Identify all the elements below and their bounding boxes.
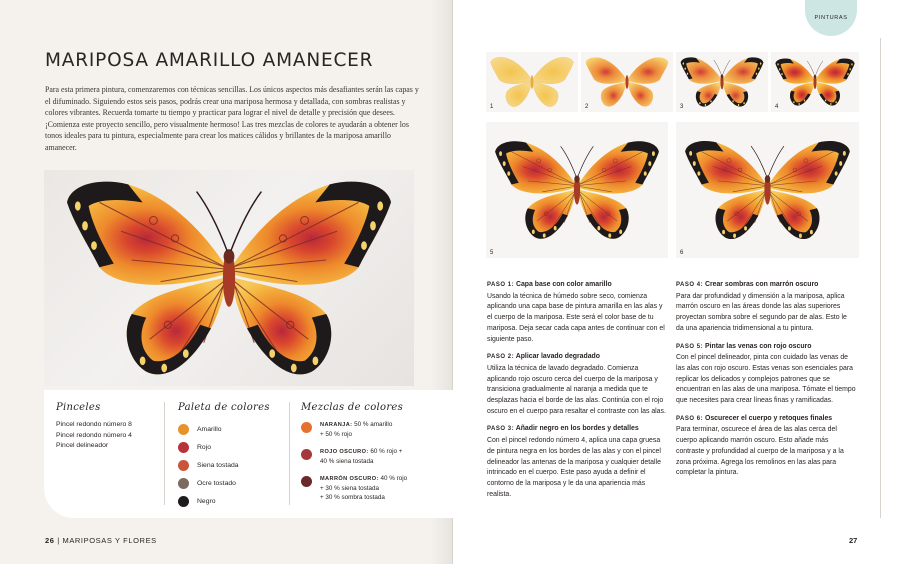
swatch-dot xyxy=(301,422,312,433)
step-label: PASO 1: xyxy=(487,282,515,288)
mix-name: NARANJA: xyxy=(320,422,353,428)
mix-name: MARRÓN OSCURO: xyxy=(320,475,379,482)
step-body: Para terminar, oscurece el área de las alas cerca del cuerpo aplicando marrón oscuro. Esto añade más contraste y profundidad al cuerpo de la mariposa y a la zona próxima. Agrega los remolinos en las alas para completar la pintura. xyxy=(676,426,844,477)
step-label: PASO 6: xyxy=(676,415,704,422)
palette-item xyxy=(178,474,288,492)
step-number: 4 xyxy=(775,104,779,110)
palette-column xyxy=(178,402,288,510)
step-label: PASO 5: xyxy=(676,343,704,350)
palette-label: Rojo xyxy=(197,443,211,451)
step-title: Oscurecer el cuerpo y retoques finales xyxy=(704,414,833,422)
mix-name: ROJO OSCURO: xyxy=(320,448,369,455)
steps-column-left xyxy=(487,280,667,507)
step-4-image xyxy=(771,52,859,112)
mix-line: + 30 % siena tostada xyxy=(320,485,379,493)
left-folio xyxy=(45,536,157,545)
step-heading xyxy=(676,414,856,425)
step-label: PASO 3: xyxy=(487,426,515,433)
step-body: Para dar profundidad y dimensión a la mariposa, aplica marrón oscuro en las áreas donde las alas superiores proyectan sombra sobre el segundo par de alas. Esto le da una apariencia tridimensional a tu pintura. xyxy=(676,292,847,332)
step-heading xyxy=(487,352,667,363)
step-1 xyxy=(487,280,667,345)
step-heading xyxy=(676,280,856,291)
chapter-tab-label: PINTURAS xyxy=(814,15,848,21)
right-page-number: 27 xyxy=(849,536,858,545)
page-number: 26 xyxy=(45,536,55,545)
brush-item: Pincel redondo número 4 xyxy=(56,431,132,439)
swatch-dot xyxy=(178,424,189,435)
column-divider xyxy=(289,402,290,505)
step-5 xyxy=(676,342,856,407)
step-body: Con el pincel delineador, pinta con cuidado las venas de las alas con rojo oscuro. Estas venas son esenciales para replicar los delicados y complejos patrones que se encuentran en las alas de una mariposa. Tómate el tiempo que necesites para crear líneas finas y ramificadas. xyxy=(676,354,856,405)
finished-butterfly-image xyxy=(44,170,414,386)
steps-column-right xyxy=(676,280,856,486)
swatch-dot xyxy=(301,476,312,487)
palette-item xyxy=(178,420,288,438)
step-body: Usando la técnica de húmedo sobre seco, comienza aplicando una capa base de pintura amarilla en las alas y el cuerpo de la mariposa. Este será el color base de tu mariposa. Deja secar cada capa antes de continuar con el siguiente paso. xyxy=(487,292,665,343)
swatch-dot xyxy=(178,460,189,471)
step-heading xyxy=(487,280,667,291)
mix-line: 40 % rojo xyxy=(380,474,408,482)
mix-item xyxy=(301,474,441,503)
column-divider xyxy=(164,402,165,505)
step-title: Añadir negro en los bordes y detalles xyxy=(515,425,639,433)
step-heading xyxy=(487,424,667,435)
section-name: MARIPOSAS Y FLORES xyxy=(62,536,157,545)
step-body: Utiliza la técnica de lavado degradado. Comienza aplicando rojo oscuro cerca del cuerpo de la mariposa y transiciona gradualmente al naranja a medida que te desplazas hacia el borde de las alas. Continúa con el rojo oscuro en el cuerpo para resaltar el contraste con las alas. xyxy=(487,364,666,415)
mix-item xyxy=(301,447,441,467)
brush-item: Pincel redondo número 8 xyxy=(56,421,132,428)
step-label: PASO 2: xyxy=(487,354,515,361)
mix-line: + 50 % rojo xyxy=(320,431,353,439)
step-title: Crear sombras con marrón oscuro xyxy=(704,281,819,288)
palette-item xyxy=(178,438,288,456)
step-number: 6 xyxy=(680,250,684,256)
palette-label: Negro xyxy=(197,497,216,505)
swatch-dot xyxy=(178,478,189,489)
brush-item: Pincel delineador xyxy=(56,442,109,450)
step-5-image xyxy=(486,122,668,258)
mix-line: 40 % siena tostada xyxy=(320,458,374,466)
palette-label: Amarillo xyxy=(197,425,222,433)
page-title: MARIPOSA AMARILLO AMANECER xyxy=(45,50,374,71)
palette-item xyxy=(178,456,288,474)
step-body: Con el pincel redondo número 4, aplica una capa gruesa de pintura negra en los bordes de las alas y con el pincel delineador las antenas de la mariposa y cualquier detalle intrincado en el cuerpo. Este paso ayuda a definir el contorno de la mariposa y le da una apariencia más realista. xyxy=(487,437,661,498)
step-number: 3 xyxy=(680,104,684,110)
step-title: Pintar las venas con rojo oscuro xyxy=(704,342,812,350)
swatch-dot xyxy=(178,442,189,453)
step-title: Aplicar lavado degradado xyxy=(515,353,600,361)
mixes-heading: Mezclas de colores xyxy=(301,402,404,413)
step-4 xyxy=(676,280,856,335)
mixes-column xyxy=(301,402,441,510)
palette-heading: Paleta de colores xyxy=(178,402,270,413)
materials-card xyxy=(44,390,453,518)
step-2 xyxy=(487,352,667,417)
swatch-dot xyxy=(301,449,312,460)
palette-label: Siena tostada xyxy=(197,461,239,469)
step-label: PASO 4: xyxy=(676,282,704,288)
step-number: 5 xyxy=(490,250,494,256)
palette-item xyxy=(178,492,288,510)
mix-line: 50 % amarillo xyxy=(354,421,393,428)
step-6 xyxy=(676,414,856,479)
palette-label: Ocre tostado xyxy=(197,479,236,487)
step-3-image xyxy=(676,52,768,112)
step-1-image xyxy=(486,52,578,112)
mix-line: 60 % rojo + xyxy=(370,447,403,455)
step-6-image xyxy=(676,122,859,258)
folio-divider: | xyxy=(57,536,63,545)
intro-paragraph: Para esta primera pintura, comenzaremos con técnicas sencillas. Los únicos aspectos más desafiantes serán las capas y el difuminado. Siguiendo estos seis pasos, podrás crear una mariposa hermosa y detallada, con sombras realistas y colores vibrantes. Recuerda tomarte tu tiempo y practicar para lograr el nivel de detalle y precisión que desees. ¡Comienza este proyecto sencillo, pero visualmente hermoso! Las tres mezclas de colores te ayudarán a obtener los tonos ideales para tu pintura, especialmente para crear los matices cálidos y brillantes de la mariposa amarillo amanecer. xyxy=(45,85,419,152)
step-3 xyxy=(487,424,667,500)
margin-rule xyxy=(880,38,881,518)
swatch-dot xyxy=(178,496,189,507)
mix-line: + 30 % sombra tostada xyxy=(320,494,385,502)
step-title: Capa base con color amarillo xyxy=(515,281,612,288)
step-2-image xyxy=(581,52,673,112)
brushes-column xyxy=(56,402,166,452)
step-heading xyxy=(676,342,856,353)
step-number: 1 xyxy=(490,104,494,110)
brushes-heading: Pinceles xyxy=(56,402,101,413)
step-number: 2 xyxy=(585,104,589,110)
mix-item xyxy=(301,420,441,440)
